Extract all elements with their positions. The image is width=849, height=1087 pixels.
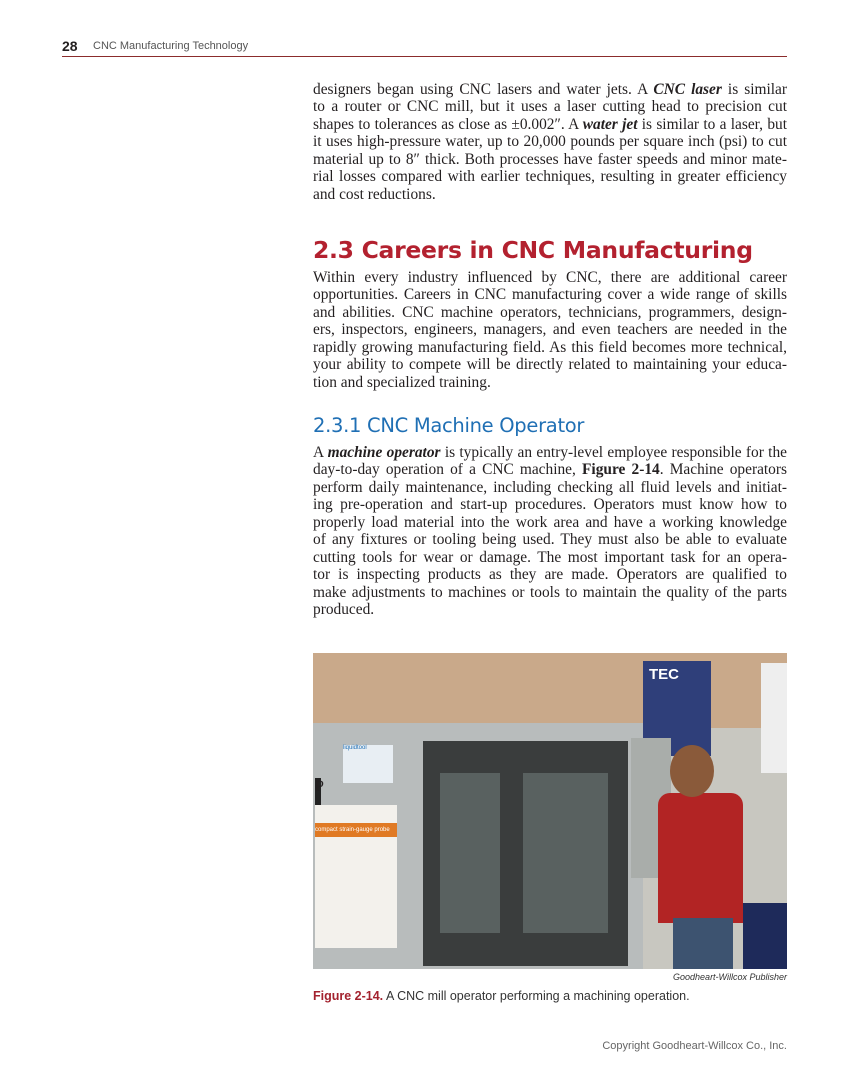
text-line	[313, 304, 787, 321]
header-rule	[62, 56, 787, 57]
emphasized-term: machine operator	[327, 444, 441, 461]
text-line	[313, 566, 787, 583]
text-line	[313, 116, 787, 133]
text-run: is typically an entry-level employee responsible for the	[440, 444, 787, 461]
text-run: and cost reductions.	[313, 185, 436, 203]
text-run: . Machine operators	[659, 461, 787, 479]
text-line	[313, 151, 787, 168]
text-line	[313, 549, 787, 566]
text-run: perform daily maintenance, including checking all fluid levels and initiat-	[313, 478, 787, 496]
text-line	[313, 444, 787, 461]
text-run: produced.	[313, 600, 375, 618]
text-line	[313, 168, 787, 185]
text-run: properly load material into the work area and have a working knowledge	[313, 513, 787, 531]
text-run: A	[313, 444, 328, 461]
text-line	[313, 356, 787, 373]
figure-caption-text: A CNC mill operator performing a machining operation.	[383, 989, 690, 1003]
text-line	[313, 321, 787, 338]
text-run: tion and specialized training.	[313, 373, 491, 391]
running-header: CNC Manufacturing Technology	[93, 40, 249, 52]
figure-label: Figure 2-14.	[313, 989, 384, 1003]
emphasized-term: CNC laser	[653, 81, 722, 98]
figure-caption	[313, 989, 690, 1003]
text-line	[313, 339, 787, 356]
page-number: 28	[62, 38, 78, 54]
text-line	[313, 461, 787, 478]
text-run: cutting tools for wear or damage. The most important task for an opera-	[313, 548, 787, 566]
text-run: your ability to compete will be directly related to maintaining your educa-	[313, 356, 787, 374]
emphasized-term: water jet	[582, 115, 638, 133]
text-line	[313, 269, 787, 286]
paragraph-cnc-lasers	[313, 81, 787, 203]
text-line	[313, 374, 787, 391]
text-line	[313, 496, 787, 513]
text-run: is similar	[721, 81, 787, 98]
text-run: shapes to tolerances as close as ±0.002″. A	[313, 115, 583, 133]
text-run: and abilities. CNC machine operators, technicians, programmers, design-	[313, 303, 787, 321]
text-run: day-to-day operation of a CNC machine,	[313, 461, 583, 479]
text-line	[313, 514, 787, 531]
text-line	[313, 81, 787, 98]
tec-banner: TEC	[643, 661, 711, 756]
text-run: it uses high-pressure water, up to 20,000 pounds per square inch (psi) to cut	[313, 133, 787, 151]
text-line	[313, 479, 787, 496]
text-run: rapidly growing manufacturing field. As this field becomes more technical,	[313, 338, 787, 356]
text-run: is similar to a laser, but	[637, 115, 787, 133]
text-run: designers began using CNC lasers and water jets. A	[313, 81, 654, 98]
text-run: to a router or CNC mill, but it uses a laser cutting head to precision cut	[313, 98, 787, 116]
section-heading: 2.3 Careers in CNC Manufacturing	[313, 236, 753, 264]
text-line	[313, 186, 787, 203]
paragraph-machine-operator	[313, 444, 787, 618]
text-run: Within every industry influenced by CNC, there are additional career	[313, 269, 787, 286]
text-run: make adjustments to machines or tools to maintain the quality of the parts	[313, 583, 787, 601]
text-line	[313, 98, 787, 115]
text-run: opportunities. Careers in CNC manufacturing cover a wide range of skills	[313, 286, 787, 304]
text-line	[313, 601, 787, 618]
text-line	[313, 133, 787, 150]
emphasized-term: Figure 2-14	[582, 461, 660, 479]
text-run: ers, inspectors, engineers, managers, and even teachers are needed in the	[313, 321, 787, 339]
figure-photo-cnc-operator: TEC P liquidtool compact strain-gauge probe	[313, 653, 787, 969]
text-run: rial losses compared with earlier techniques, resulting in greater efficiency	[313, 168, 787, 186]
paragraph-careers	[313, 269, 787, 391]
text-line	[313, 531, 787, 548]
text-line	[313, 584, 787, 601]
text-run: material up to 8″ thick. Both processes have faster speeds and minor mate-	[313, 150, 787, 168]
text-run: tor is inspecting products as they are made. Operators are qualified to	[313, 566, 787, 584]
subsection-heading: 2.3.1 CNC Machine Operator	[313, 414, 585, 437]
operator	[658, 793, 743, 923]
photo-credit: Goodheart-Willcox Publisher	[673, 972, 787, 982]
text-run: of any fixtures or tooling being used. They must also be able to evaluate	[313, 531, 787, 549]
text-line	[313, 286, 787, 303]
copyright-footer: Copyright Goodheart-Willcox Co., Inc.	[602, 1040, 787, 1052]
text-run: ing pre-operation and start-up procedures. Operators must know how to	[313, 496, 787, 514]
